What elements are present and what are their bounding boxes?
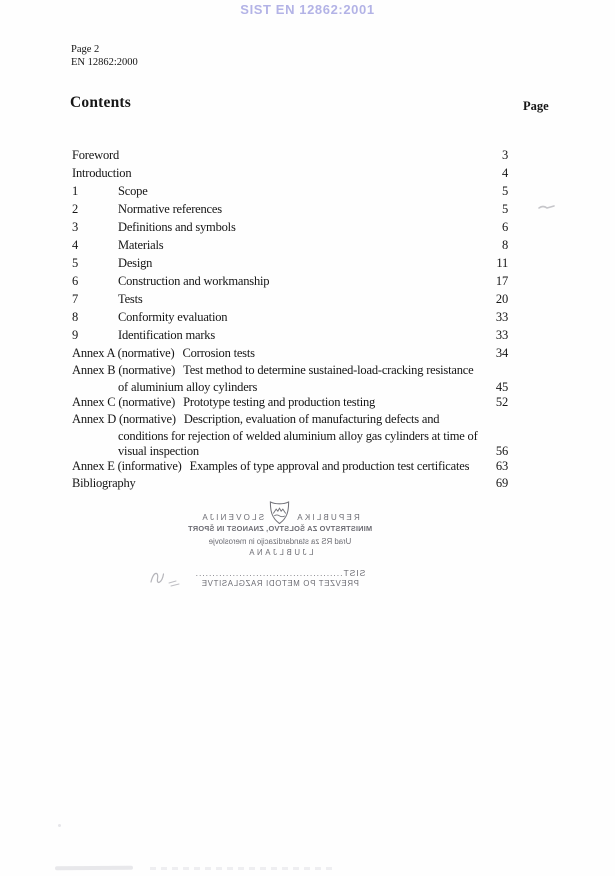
- toc-row: [72, 310, 508, 328]
- toc-entry-page: 52: [495, 395, 508, 409]
- toc-entry-page: 17: [495, 274, 508, 288]
- toc-entry-page: 33: [495, 328, 508, 342]
- toc-entry-number: 6: [72, 274, 79, 288]
- toc-entry-number: 8: [72, 310, 79, 324]
- toc-annex-label: Annex E (informative): [72, 459, 182, 473]
- toc-entry-title: Description, evaluation of manufacturing defects and: [183, 412, 440, 426]
- toc-row-annex: [72, 459, 508, 476]
- toc-entry-page: 6: [501, 220, 508, 234]
- stamp-ministry-line: MINISTRSTVO ZA ŠOLSTVO, ZNANOST IN ŠPORT: [187, 524, 373, 533]
- page-header: [71, 44, 138, 69]
- toc-entry-page: 11: [496, 256, 508, 270]
- toc-row: [72, 328, 508, 346]
- table-of-contents: [72, 148, 508, 494]
- toc-entry-number: 2: [72, 202, 79, 216]
- toc-entry-title-continuation: conditions for rejection of welded aluminium alloy gas cylinders at time of: [118, 429, 478, 443]
- toc-entry-page: 8: [501, 238, 508, 252]
- toc-row: [72, 256, 508, 274]
- toc-row: [72, 166, 508, 184]
- pencil-smudge-mark: [537, 201, 557, 213]
- page-column-heading: Page: [523, 99, 549, 113]
- toc-entry-page: 69: [495, 476, 508, 490]
- toc-entry-title: Prototype testing and production testing: [183, 395, 376, 409]
- toc-entry-page: 56: [495, 444, 508, 458]
- toc-row-continuation: [72, 444, 508, 459]
- toc-entry-page: 45: [495, 380, 508, 394]
- toc-entry-number: 1: [72, 184, 79, 198]
- toc-entry-title: Identification marks: [118, 328, 216, 342]
- toc-entry-number: 4: [72, 238, 79, 252]
- toc-row: [72, 292, 508, 310]
- scan-smudge-bar: [55, 866, 133, 871]
- toc-entry-page: 33: [495, 310, 508, 324]
- toc-entry-title: Foreword: [72, 148, 120, 162]
- stamp-slovenija-text: SLOVENIJA: [200, 513, 265, 522]
- toc-row: [72, 202, 508, 220]
- toc-entry-page: 20: [495, 292, 508, 306]
- toc-row: [72, 274, 508, 292]
- toc-row-annex: [72, 395, 508, 412]
- stamp-sist-prefix: SIST: [342, 568, 366, 578]
- toc-row: [72, 220, 508, 238]
- toc-row: [72, 184, 508, 202]
- toc-entry-title: Normative references: [118, 202, 222, 216]
- stamp-sist-dotted-line: [185, 568, 375, 578]
- handwritten-mark: [147, 562, 189, 592]
- toc-annex-label: Annex C (normative): [72, 395, 176, 409]
- toc-row-annex: [72, 363, 508, 380]
- toc-entry-page: 5: [501, 202, 508, 216]
- stamp-office-line: Urad RS za standardizacijo in meroslovje: [208, 537, 352, 546]
- toc-entry-page: 5: [501, 184, 508, 198]
- toc-annex-label: Annex D (normative): [72, 412, 176, 426]
- toc-entry-number: 3: [72, 220, 79, 234]
- scan-speck: [58, 824, 61, 827]
- toc-entry-number: 5: [72, 256, 79, 270]
- toc-entry-page: 4: [501, 166, 508, 180]
- toc-entry-title: Examples of type approval and production test certificates: [189, 459, 470, 473]
- toc-entry-title: Materials: [118, 238, 164, 252]
- toc-entry-title: Construction and workmanship: [118, 274, 270, 288]
- page-number-line: Page 2: [71, 44, 100, 55]
- toc-entry-title: Definitions and symbols: [118, 220, 236, 234]
- mirrored-institution-stamp: [185, 495, 375, 588]
- stamp-dotted-leader: ............................................: [194, 568, 343, 578]
- contents-heading: Contents: [70, 94, 132, 111]
- toc-row: [72, 238, 508, 256]
- toc-entry-title: Scope: [118, 184, 148, 198]
- toc-annex-label: Annex B (normative): [72, 363, 176, 377]
- toc-entry-title: Tests: [118, 292, 143, 306]
- stamp-city-line: LJUBLJANA: [246, 548, 314, 557]
- toc-row: [72, 148, 508, 166]
- toc-entry-page: 3: [501, 148, 508, 162]
- toc-entry-number: 7: [72, 292, 79, 306]
- stamp-adoption-method-line: PREVZET PO METODI RAZGLASITVE: [201, 579, 359, 588]
- toc-entry-title: Bibliography: [72, 476, 136, 490]
- toc-entry-title: Introduction: [72, 166, 132, 180]
- toc-entry-title: Conformity evaluation: [118, 310, 228, 324]
- watermark-standard-code: SIST EN 12862:2001: [240, 2, 375, 17]
- scan-smudge-dashes: [150, 867, 335, 870]
- toc-entry-title-continuation: of aluminium alloy cylinders: [118, 380, 258, 394]
- stamp-republic-line: [185, 495, 375, 522]
- toc-entry-title: Test method to determine sustained-load-cracking resistance: [183, 363, 474, 377]
- slovenia-coat-of-arms-icon: [268, 500, 291, 525]
- toc-row-continuation: [72, 429, 508, 444]
- toc-row: [72, 476, 508, 494]
- toc-entry-title: Design: [118, 256, 153, 270]
- toc-row-annex: [72, 346, 508, 363]
- toc-entry-page: 34: [495, 346, 508, 360]
- toc-entry-page: 63: [495, 459, 508, 473]
- standard-number-line: EN 12862:2000: [71, 56, 138, 68]
- toc-entry-title-continuation: visual inspection: [118, 444, 199, 458]
- toc-entry-title: Corrosion tests: [182, 346, 255, 360]
- toc-annex-label: Annex A (normative): [72, 346, 175, 360]
- stamp-republika-text: REPUBLIKA: [295, 513, 360, 522]
- toc-row-annex: [72, 412, 508, 429]
- toc-row-continuation: [72, 380, 508, 395]
- toc-entry-number: 9: [72, 328, 79, 342]
